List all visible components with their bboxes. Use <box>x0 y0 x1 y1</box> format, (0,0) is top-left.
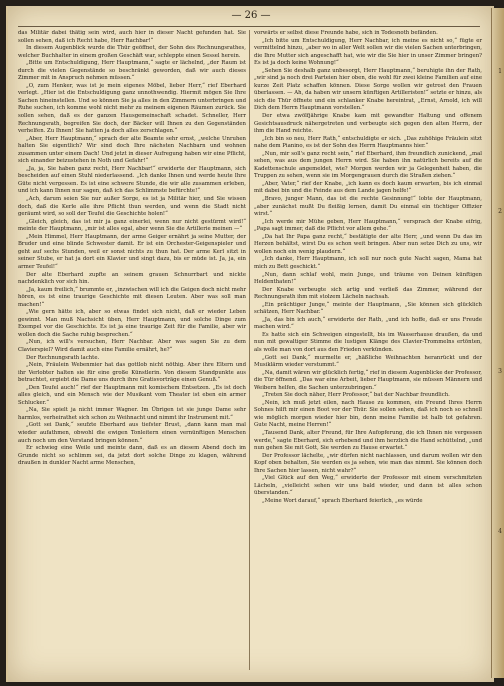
paragraph: „Ich danke, Herr Hauptmann, ich soll nur noch gute Nacht sagen, Mama hat mich zu Bett geschickt.“ <box>254 256 482 270</box>
paragraph: „Gleich, gleich, das ist mir ja ganz einerlei, wenn nur nicht gestürmt wird!“ meinte der Hauptmann, „mir ist alles egal, aber wenn Sie die Artillerie meinen —“ <box>18 218 246 233</box>
paragraph: „Nein, ich muß jetzt eilen, nach Hause zu kommen, ein Freund Ihres Herrn Sohnes hilft mir einen Boot vor der Thür. Sie sollen sehen, daß ich noch so schnell wie möglich morgen wieder hier bin, denn meine Familie ist halb tot gefahren. Gute Nacht, meine Herren!“ <box>254 399 482 429</box>
paragraph: „Ja, ja, Sie haben ganz recht, Herr Nachbar!“ erwiderte der Hauptmann, sich bescheiden auf einen Stuhl niederlassend. „Ich danke Ihnen und werde heute Ihre Güte nicht vergessen. Es ist eine schwere Stunde, die wir alle zusammen erleben, und ich kann Ihnen nur sagen, daß ich das Schlimmste befürchte!“ <box>18 165 246 195</box>
paragraph: das Militär dabei thätig sein wird, auch hier in dieser Nacht gefunden hat. Sie sollen sehen, daß ich Recht habe, Herr Rachbar!“ <box>18 30 246 44</box>
margin-mark: 2 <box>498 208 502 215</box>
paragraph: „Aber, Vater,“ rief der Knabe, „ich kann es doch kaum erwarten, bis ich einmal mit dabei bin und die Feinde aus dem Lande jagen helfe!“ <box>254 180 482 195</box>
book-edge-margin <box>491 8 504 678</box>
paragraph: „Gott sei Dank,“ murmelte er, „häßliche Weihnachten heranrückt und der Musiklärm wieder verstummt.“ <box>254 354 482 369</box>
paragraph: „Ich bitte um Entschuldigung, Herr Nachbar, ich meine es nicht so,“ fügte er vermittelnd hinzu, „aber wo in aller Welt sollen wir die vielen Sachen unterbringen, die Ihre Mutter sich angeschafft hat, wie wir die Sie hier in unser Zimmer bringen? Es ist ja doch keine Wohnung!“ <box>254 37 482 67</box>
paragraph: Der etwa zwölfjährige Knabe kam mit gewandter Haltung und offenem Gesichtsausdruck nähergetreten und verbeugte sich gegen den alten Herrn, der ihm die Hand reichte. <box>254 113 482 135</box>
paragraph: „Nein, Fräulein Webenmier hat das gottlob nicht nöthig. Aber ihre Eltern und ihr Verlobter halten sie für eine große Künstlerin. Von diesem Standpunkte aus betrachtet, ergiebt die Dame uns durch ihre Gratisvorträge einen Genuß.“ <box>18 362 246 384</box>
paragraph: „Nun, dann schlaf wohl, mein Junge, und träume von Deinen künftigen Heldenthaten!“ <box>254 271 482 286</box>
margin-mark: 1 <box>498 68 502 75</box>
margin-mark: 3 <box>498 368 502 375</box>
text-column-right <box>254 30 482 505</box>
paragraph: „Ein prächtiger Junge,“ meinte der Hauptmann, „Sie können sich glücklich schätzen, Herr Nachbar.“ <box>254 301 482 316</box>
paragraph: „Ach, darum seien Sie nur außer Sorge, es ist ja Militär hier, und Sie wissen doch, daß die Kerle alle ihre Pflicht thun werden, und wenn die Stadt nicht geräumt wird, so soll der Teufel die Geschichte holen!“ <box>18 196 246 218</box>
paragraph: Der Professor lächelte, „wir dürfen nicht nachlassen, und darum wollen wir den Kopf oben behalten, Sie werden es ja sehen, wie man das nimmt. Sie können doch Ihre Sachen hier lassen, nicht wahr?“ <box>254 452 482 474</box>
column-divider <box>249 30 250 670</box>
paragraph: „Bravo, junger Mann, das ist die rechte Gesinnung!“ lobte der Hauptmann, „aber zunächst mußt Du fleißig lernen, damit Du einmal ein tüchtiger Offizier wirst.“ <box>254 196 482 218</box>
header-rule <box>18 26 480 27</box>
text-column-left <box>18 30 246 468</box>
paragraph: Der Knabe verbeugte sich artig und verließ das Zimmer, während der Rechnungsrath ihm mit stolzem Lächeln nachsah. <box>254 286 482 301</box>
paragraph: „Tausend Dank, alter Freund, für Ihre Aufopferung, die ich Ihnen nie vergessen werde,“ sagte Eberhard, sich erhebend und ihm herzlich die Hand schüttelnd, „und nun gehen Sie mit Gott, Sie werden zu Hause erwartet.“ <box>254 429 482 452</box>
paragraph: „Den Teufel auch!“ rief der Hauptmann mit komischem Entsetzen. „Es ist doch alles gleich, und ein Mensch wie der Musikant vom Theater ist eben ein armer Schlucker.“ <box>18 384 246 406</box>
paragraph: Es hatte sich ein Schweigen eingestellt, bis im Wasserhause draußen, da und nun mit gewaltiger Stimme die lustigen Klänge des Clavier-Trommelns ertönten, als wolle man von dort aus den Frieden verkünden. <box>254 331 482 353</box>
paragraph: Der alte Eberhard zupfte an seinem grauen Schnurrbart und nickte nachdenklich vor sich hin. <box>18 271 246 286</box>
paragraph: „Ich werde mir Mühe geben, Herr Hauptmann,“ versprach der Knabe eifrig, „Papa sagt immer, daß die Pflicht vor allem gehe.“ <box>254 218 482 233</box>
paragraph: Der Rechnungsrath lachte. <box>26 354 100 361</box>
margin-mark: 4 <box>498 528 502 535</box>
paragraph: „Sehen Sie deshalb ganz unbesorgt, Herr Hauptmann,“ beruhigte ihn der Rath, „wir sind ja noch drei Parteien hier oben, die wohl für zwei kleine Familien auf eine kurze Zeit Platz schaffen können. Diese Sorge wollen wir getrost den Frauen überlassen. — Ah, da haben wir unsern künftigen Artilleristen!“ setzte er hinzu, als sich die Thür öffnete und ein schlanker Knabe hereintrat, „Ernst, Arnold, ich will Dich dem Herrn Hauptmann vorstellen.“ <box>254 67 482 112</box>
paragraph: „Aber, Herr Hauptmann,“ sprach der alte Beamte sehr ernst, „welche Unruhen halten Sie eigentlich? Wir sind doch Ihre nächsten Nachbarn und wohnen zusammen unter einem Dach! Und jetzt in dieser Aufregung haben wir eine Pflicht, sich einander beizustehen in Noth und Gefahr!“ <box>18 135 246 165</box>
paragraph: „Treten Sie doch näher, Herr Professor,“ bat der Nachbar freundlich. <box>262 392 450 399</box>
paragraph: „Nun, ich will's versuchen, Herr Nachbar. Aber was sagen Sie zu dem Clavierspiel? Wird damit auch eine Familie ernährt, he?“ <box>18 339 246 353</box>
page-number: — 26 — <box>231 10 271 21</box>
paragraph: vorwärts er selbst diese Freunde habe, sich in Todesnoth befänden. <box>254 30 438 36</box>
paragraph: „Mein Himmel, Herr Hauptmann, der arme Geiger ernährt ja seine Mutter, der Bruder und eine blinde Schwester damit. Er ist ein Orchester-Geigenspieler und geht auf sechs Stunden, weil er sonst nichts zu thun hat. Der arme Kerl sitzt in seiner Stube, er hat ja dort ein Klavier und singt dazu, bis er müde ist. Ja, ja, ein armer Teufel!“ <box>18 233 246 270</box>
paragraph: „Ich bin so neu, Herr Rath,“ entschuldigte er sich. „Das zuhöhige Fräulein sitzt nahe dem Pianino, es ist der Sohn des Herrn Hauptmanns hier.“ <box>254 135 482 150</box>
paragraph: „Gott sei Dank,“ seufzte Eberhard aus tiefster Brust, „dann kann man mal wieder aufathmen, obwohl die ewigen Tonleitern einen vernünftigen Menschen auch noch um den Verstand bringen können.“ <box>18 422 246 444</box>
paragraph: „Ja, kaum freilich,“ brummte er, „inzwischen will ich die Geigen doch nicht mehr hören, es ist eine traurige Geschichte mit diesen Leuten. Aber was soll man machen!“ <box>18 286 246 308</box>
book-page <box>6 6 494 682</box>
paragraph: „Wie gern hätte ich, aber so etwas findet sich nicht, daß er wieder Leben gewinnt. Man muß Nachsicht üben, Herr Hauptmann, und solche Dinge zum Exempel vor die Geschichte. Es ist ja eine traurige Zeit für die Familie, aber wir wollen doch die Sache ruhig besprechen.“ <box>18 309 246 338</box>
paragraph: „O, zum Henker, was ist je mein eigenes Möbel, lieber Herr,“ rief Eberhard verlegt. „Hier ist die Entschuldigung ganz unnothwendig. Hiermit mögen Sie Ihre Sachen hineinstellen. Und so können Sie ja alles in den Zimmern unterbringen und Ruhe suchen, ich komme wohl nicht mehr zu meinem eigenen Räumen zurück. Sie sollen sehen, daß es der ganzen Hausgemeinschaft schadet. Schneller, Herr Rechnungsrath, begreifen Sie doch, der Bäcker will Ihnen zu den Gegenständen verhelfen. Zu Ihnen! Sie hatten ja doch alles zerschlagen.“ <box>18 82 246 135</box>
paragraph: In diesem Augenblick wurde die Thür geöffnet, der Sohn des Rechnungsrathes, welcher Buchhalter in einem großen Geschäft war, schleppte einen Sessel herein. <box>18 45 246 59</box>
paragraph: Er schwieg eine Weile und meinte dann, daß es an diesem Abend doch im Grunde nicht so schlimm sei, da jetzt dort solche Dinge zu klagen, während draußen in dunkler Nacht arme Menschen, <box>18 445 246 467</box>
paragraph: „Na, damit wären wir glücklich fertig,“ rief in diesem Augenblicke der Professor, die Tür öffnend. „Das war eine Arbeit, lieber Hauptmann, sie müssen Männern und Weibern helfen, die Sachen unterzubringen.“ <box>254 369 482 391</box>
paragraph: „Bitte um Entschuldigung, Herr Hauptmann,“ sagte er lächelnd, „der Raum ist durch die vielen Gegenstände so beschränkt geworden, daß wir auch dieses Zimmer mit in Anspruch nehmen müssen.“ <box>18 60 246 82</box>
paragraph: „Ja, das bin ich auch,“ erwiderte der Rath, „und ich hoffe, daß er uns Freude machen wird.“ <box>254 316 482 331</box>
paragraph: „Viel Glück auf den Weg,“ erwiderte der Professor mit einem verschmitzten Lächeln, „vielleicht sehen wir uns bald wieder, und dann ist alles schon überstanden.“ <box>254 475 482 497</box>
paragraph: „Na, Sie spielt ja nicht immer Wagner. Im Übrigen ist sie junge Dame sehr harmlos, verheirathet sich schon zu Weihnacht und nimmt ihr Instrument mit.“ <box>18 407 246 421</box>
paragraph: „Meine Wort darauf,“ sprach Eberhard feierlich, „es würde <box>262 497 423 504</box>
paragraph: „Da hat Ihr Papa ganz recht,“ bestätigte der alte Herr, „und wenn Du das im Herzen behältst, wirst Du es schon weit bringen. Aber nun setze Dich zu uns, wir wollen noch ein wenig plaudern.“ <box>254 233 482 255</box>
paragraph: „Nun, mir soll's ganz recht sein,“ rief Eberhard, ihm freundlich zunickend, „mal sehen, was aus dem jungen Herrn wird. Sie haben ihn natürlich bereits auf die Kadettenschule angemeldet, wie? Morgen werden wir ja Gelegenheit haben, die Truppen zu sehen, wenn sie im Morgengrauen durch die Straßen ziehen.“ <box>254 150 482 180</box>
